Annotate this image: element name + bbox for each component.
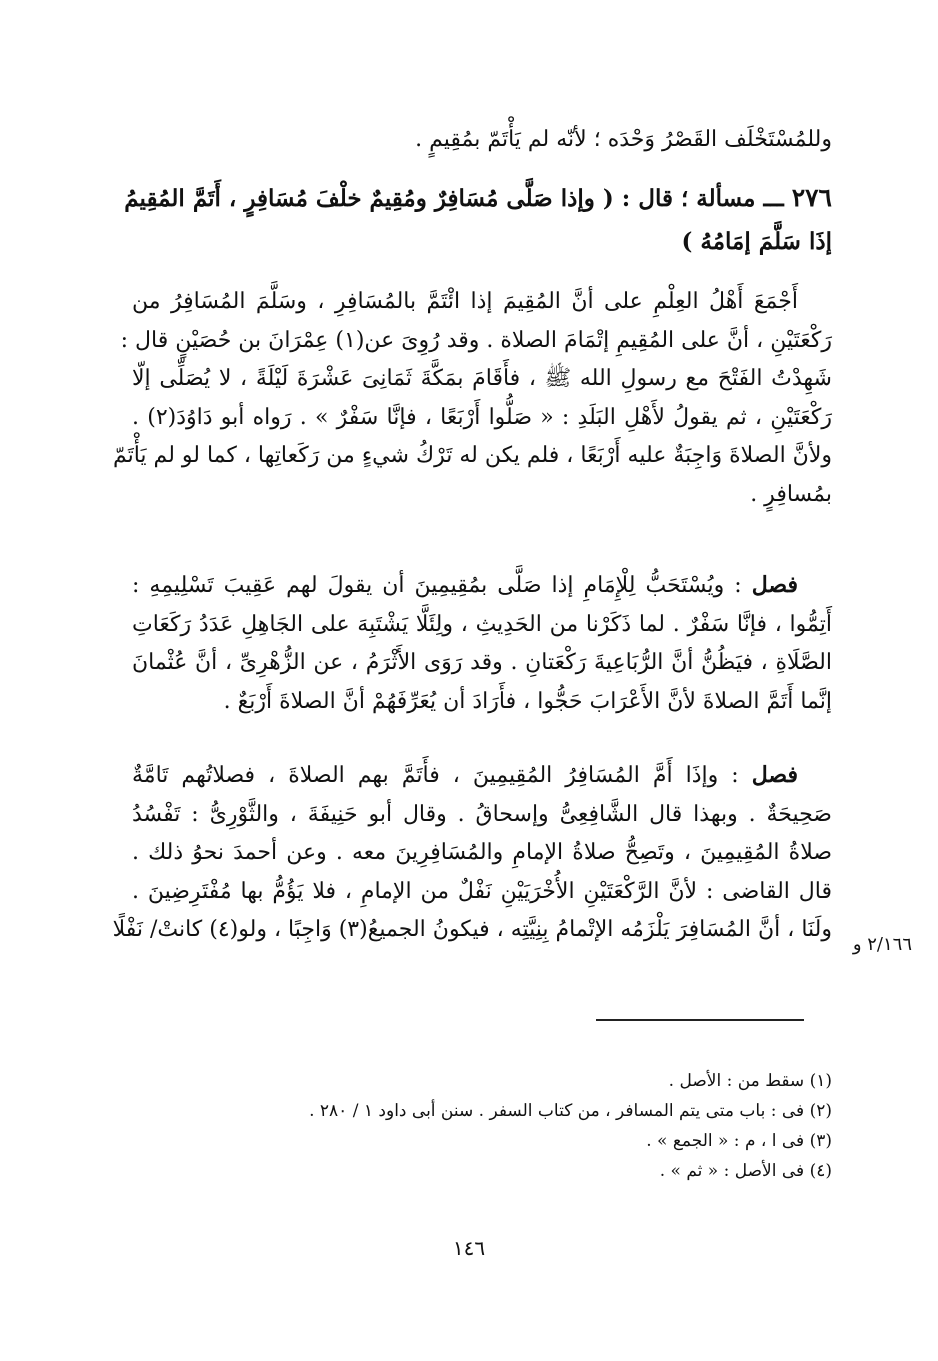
text-line: إنَّما أَتَمَّ الصلاةَ لأنَّ الأَعْرَابَ حَجُّوا ، فأَرَادَ أن يُعَرِّفَهُمْ أنَّ الصلاةَ أَرْبَعٌ . [223,688,832,714]
text-line: صلاةُ المُقِيمِينَ ، وتَصِحُّ صلاةُ الإمامِ والمُسَافِرِينَ معه . وعن أحمدَ نحوُ ذلك . [132,840,832,866]
text-line: أَتِمُّوا ، فإنَّا سَفْرٌ . لما ذَكَرْنا من الحَدِيثِ ، ولِئَلَّا يَشْتَبِهَ على الجَاهِلِ عَدَدُ رَكَعَاتِ [132,611,832,637]
text-line: صَحِيحَةٌ . وبهذا قال الشَّافِعِىُّ وإسحاقُ . وقال أبو حَنِيفَةَ ، والثَّوْرِىُّ : تَفْسُدُ [132,801,832,827]
footnote-1: (١) سقط من : الأصل . [668,1071,832,1091]
text-line: وللمُسْتَخْلَف القَصْرُ وَحْدَه ؛ لأنّه لم يَأْتَمّ بمُقِيمٍ . [415,127,832,152]
footnotes [260,1066,832,1186]
heading-line [124,176,832,220]
heading-text: ـــ مسألة ؛ قال : ( وإذا صَلَّى مُسَافِرٌ ومُقِيمٌ خلْفَ مُسَافِرٍ ، أَتَمَّ المُقِيمُ [124,185,792,212]
page-number: ١٤٦ [452,1236,486,1260]
text-line: قال القاضى : لأنَّ الرَّكْعَتَيْنِ الأُخْرَيَيْنِ نَفْلٌ من الإمامِ ، فلا يَؤُمُّ بها مُفْتَرِضِينَ . [132,878,832,904]
text-line: ولَنَا ، أنَّ المُسَافِرَ يَلْزَمُه الإتْمامُ بِنِيَّتِه ، فيكونُ الجميعُ(٣) وَاجِبًا ، ولو(٤) كانتْ/ نَفْلًا [112,917,832,943]
footnote-3: (٣) فى ا ، م : « الجمع » . [646,1131,832,1151]
text-line: ولأنَّ الصلاةَ وَاجِبَةٌ عليه أَرْبَعًا ، فلم يكن له تَرْكُ شيءٍ من رَكَعاتِها ، كما لو لم يَأْتَمّ [112,443,832,469]
footnote-divider [596,1019,804,1021]
heading-line: إذَا سَلَّمَ إمَامُهُ ) [681,228,832,255]
section-number: ٢٧٦ [791,183,832,212]
text-line: شَهِدْتُ الفَتْحَ مع رسولِ الله ﷺ ، فأَقَامَ بمَكَّةَ ثَمَانِىَ عَشْرَةَ لَيْلَةً ، لا يُصَلِّى إلّا [132,366,832,392]
fasl-label: فصل [751,762,798,788]
paragraph-2 [132,566,832,721]
text-line: بمُسافِرٍ . [750,481,832,507]
manuscript-folio-ref: ٢/١٦٦ و [852,934,912,955]
text-line [132,566,832,606]
paragraph-1 [112,283,832,515]
text-line: أَجْمَعَ أَهْلُ العِلْمِ على أنَّ المُقِيمَ إذا ائْتَمَّ بالمُسَافِرِ ، وسَلَّمَ المُسَافِرُ من [132,289,798,314]
section-heading [124,176,832,263]
opening-line [132,121,832,160]
text-line: رَكْعَتَيْنِ ، ثم يقولُ لأَهْلِ البَلَدِ : « صَلُّوا أَرْبَعًا ، فإنَّا سَفْرٌ » . رَواه أبو دَاوُدَ(٢) . [132,404,832,430]
text-line: رَكْعَتَيْنِ ، أنَّ على المُقِيمِ إتْمَامَ الصلاة . وقد رُوِىَ عن(١) عِمْرَانَ بن حُصَيْنٍ قال : [120,327,832,353]
text-line [132,756,832,796]
paragraph-3 [112,756,832,950]
text-line: الصَّلَاةِ ، فيَظُنُّ أنَّ الرُّبَاعِيةَ رَكْعَتانِ . وقد رَوَى الأَثْرَمُ ، عن الزُّهْرِىِّ ، أنَّ عُثْمانَ [132,650,832,676]
footnote-2: (٢) فى : باب متى يتم المسافر ، من كتاب السفر . سنن أبى داود ١ / ٢٨٠ . [309,1101,832,1121]
fasl-label: فصل [751,572,798,598]
footnote-4: (٤) فى الأصل : « ثم » . [659,1161,832,1181]
text-span: : ويُسْتَحَبُّ لِلْإِمَامِ إذا صَلَّى بمُقِيمِينَ أن يقولَ لهم عَقِيبَ تَسْلِيمِهِ : [132,573,752,598]
text-span: : وإذَا أَمَّ المُسَافِرُ المُقِيمِينَ ، فأَتَمَّ بهم الصلاةَ ، فصلاتُهم تَامَّةٌ [132,763,752,788]
